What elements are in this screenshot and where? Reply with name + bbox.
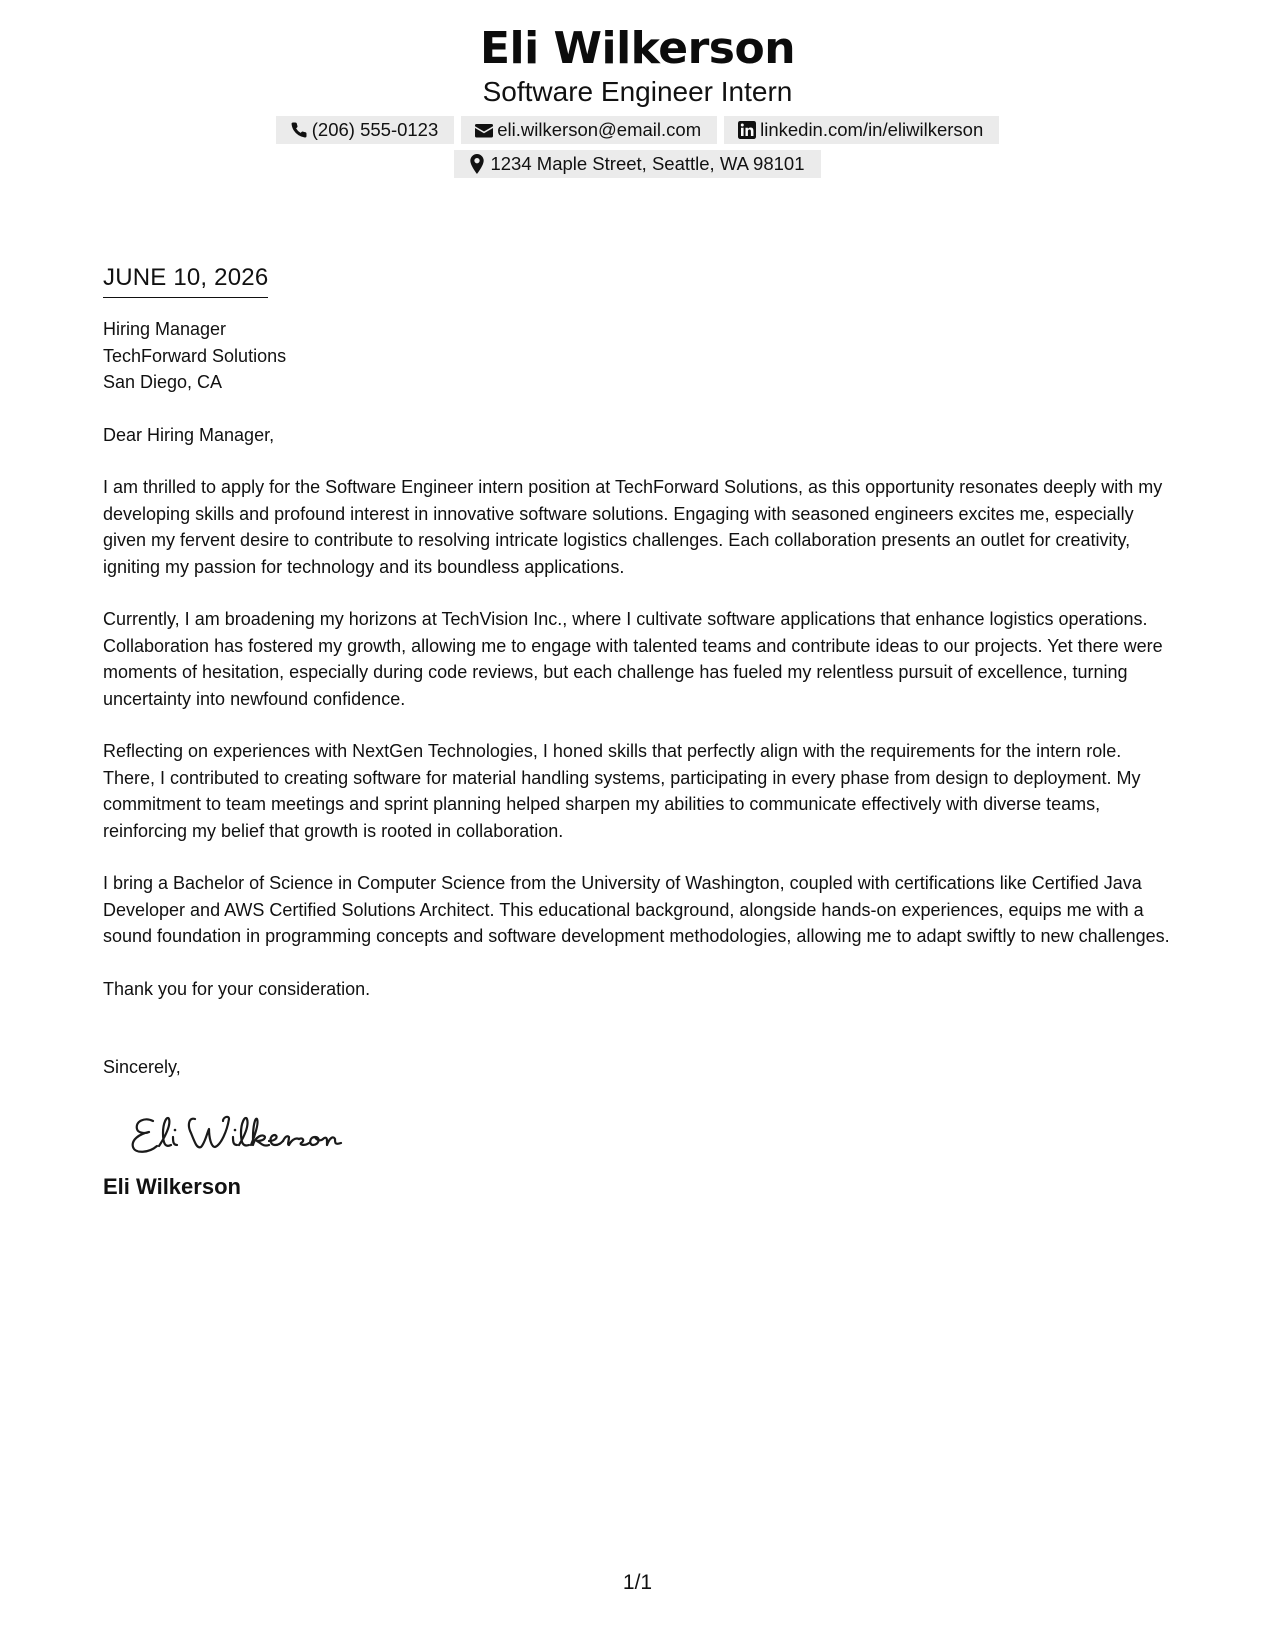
- phone-chip: [276, 116, 455, 144]
- map-pin-icon: [467, 154, 487, 174]
- email-chip: [461, 116, 717, 144]
- applicant-name: Eli Wilkerson: [479, 23, 796, 74]
- body-paragraph: Reflecting on experiences with NextGen Technologies, I honed skills that perfectly align with the requirements for the intern role. There, I contributed to creating software for material handling systems, participating in every phase from design to deployment. My commitment to team meetings and sprint planning helped sharpen my abilities to communicate effectively with diverse teams, reinforcing my belief that growth is rooted in collaboration.: [103, 741, 1141, 841]
- signoff: Sincerely,: [103, 1057, 181, 1077]
- job-title: Software Engineer Intern: [482, 76, 793, 107]
- body-paragraph: I am thrilled to apply for the Software Engineer intern position at TechForward Solutions, as this opportunity resonates deeply with my developing skills and profound interest in innovative software solutions. Engaging with seasoned engineers excites me, especially given my fervent desire to contribute to resolving intricate logistics challenges. Each collaboration presents an outlet for creativity, igniting my passion for technology and its boundless applications.: [103, 477, 1163, 577]
- phone-icon: [289, 120, 309, 140]
- contact-row: [0, 116, 1275, 144]
- recipient-company: TechForward Solutions: [103, 345, 287, 366]
- linkedin-icon: [737, 120, 757, 140]
- contact-row-address: [0, 150, 1275, 178]
- phone-text: (206) 555-0123: [311, 119, 439, 140]
- letter-body: [103, 262, 1173, 1201]
- signer-name: Eli Wilkerson: [103, 1173, 241, 1199]
- linkedin-chip: [724, 116, 999, 144]
- address-text: 1234 Maple Street, Seattle, WA 98101: [490, 153, 805, 174]
- salutation: Dear Hiring Manager,: [103, 424, 275, 445]
- letter-date: JUNE 10, 2026: [103, 262, 268, 298]
- email-text: eli.wilkerson@email.com: [497, 119, 702, 140]
- body-paragraph: Currently, I am broadening my horizons at TechVision Inc., where I cultivate software applications that enhance logistics operations. Collaboration has fostered my growth, allowing me to engage with talented teams and contribute ideas to our projects. Yet there were moments of hesitation, especially during code reviews, but each challenge has fueled my relentless pursuit of excellence, turning uncertainty into newfound confidence.: [103, 609, 1163, 709]
- closing-thanks: Thank you for your consideration.: [103, 978, 371, 999]
- recipient-location: San Diego, CA: [103, 372, 223, 392]
- recipient-title: Hiring Manager: [103, 319, 227, 339]
- letter-header: [0, 22, 1275, 178]
- recipient-block: [103, 316, 1173, 396]
- linkedin-text: linkedin.com/in/eliwilkerson: [760, 119, 984, 140]
- handwritten-signature: [123, 1103, 363, 1161]
- envelope-icon: [474, 120, 494, 140]
- body-paragraph: I bring a Bachelor of Science in Computer Science from the University of Washington, coupled with certifications like Certified Java Developer and AWS Certified Solutions Architect. This educational background, alongside hands-on experiences, equips me with a sound foundation in programming concepts and software development methodologies, allowing me to adapt swiftly to new challenges.: [103, 873, 1170, 946]
- page-number: 1/1: [622, 1571, 653, 1594]
- address-chip: [454, 150, 820, 178]
